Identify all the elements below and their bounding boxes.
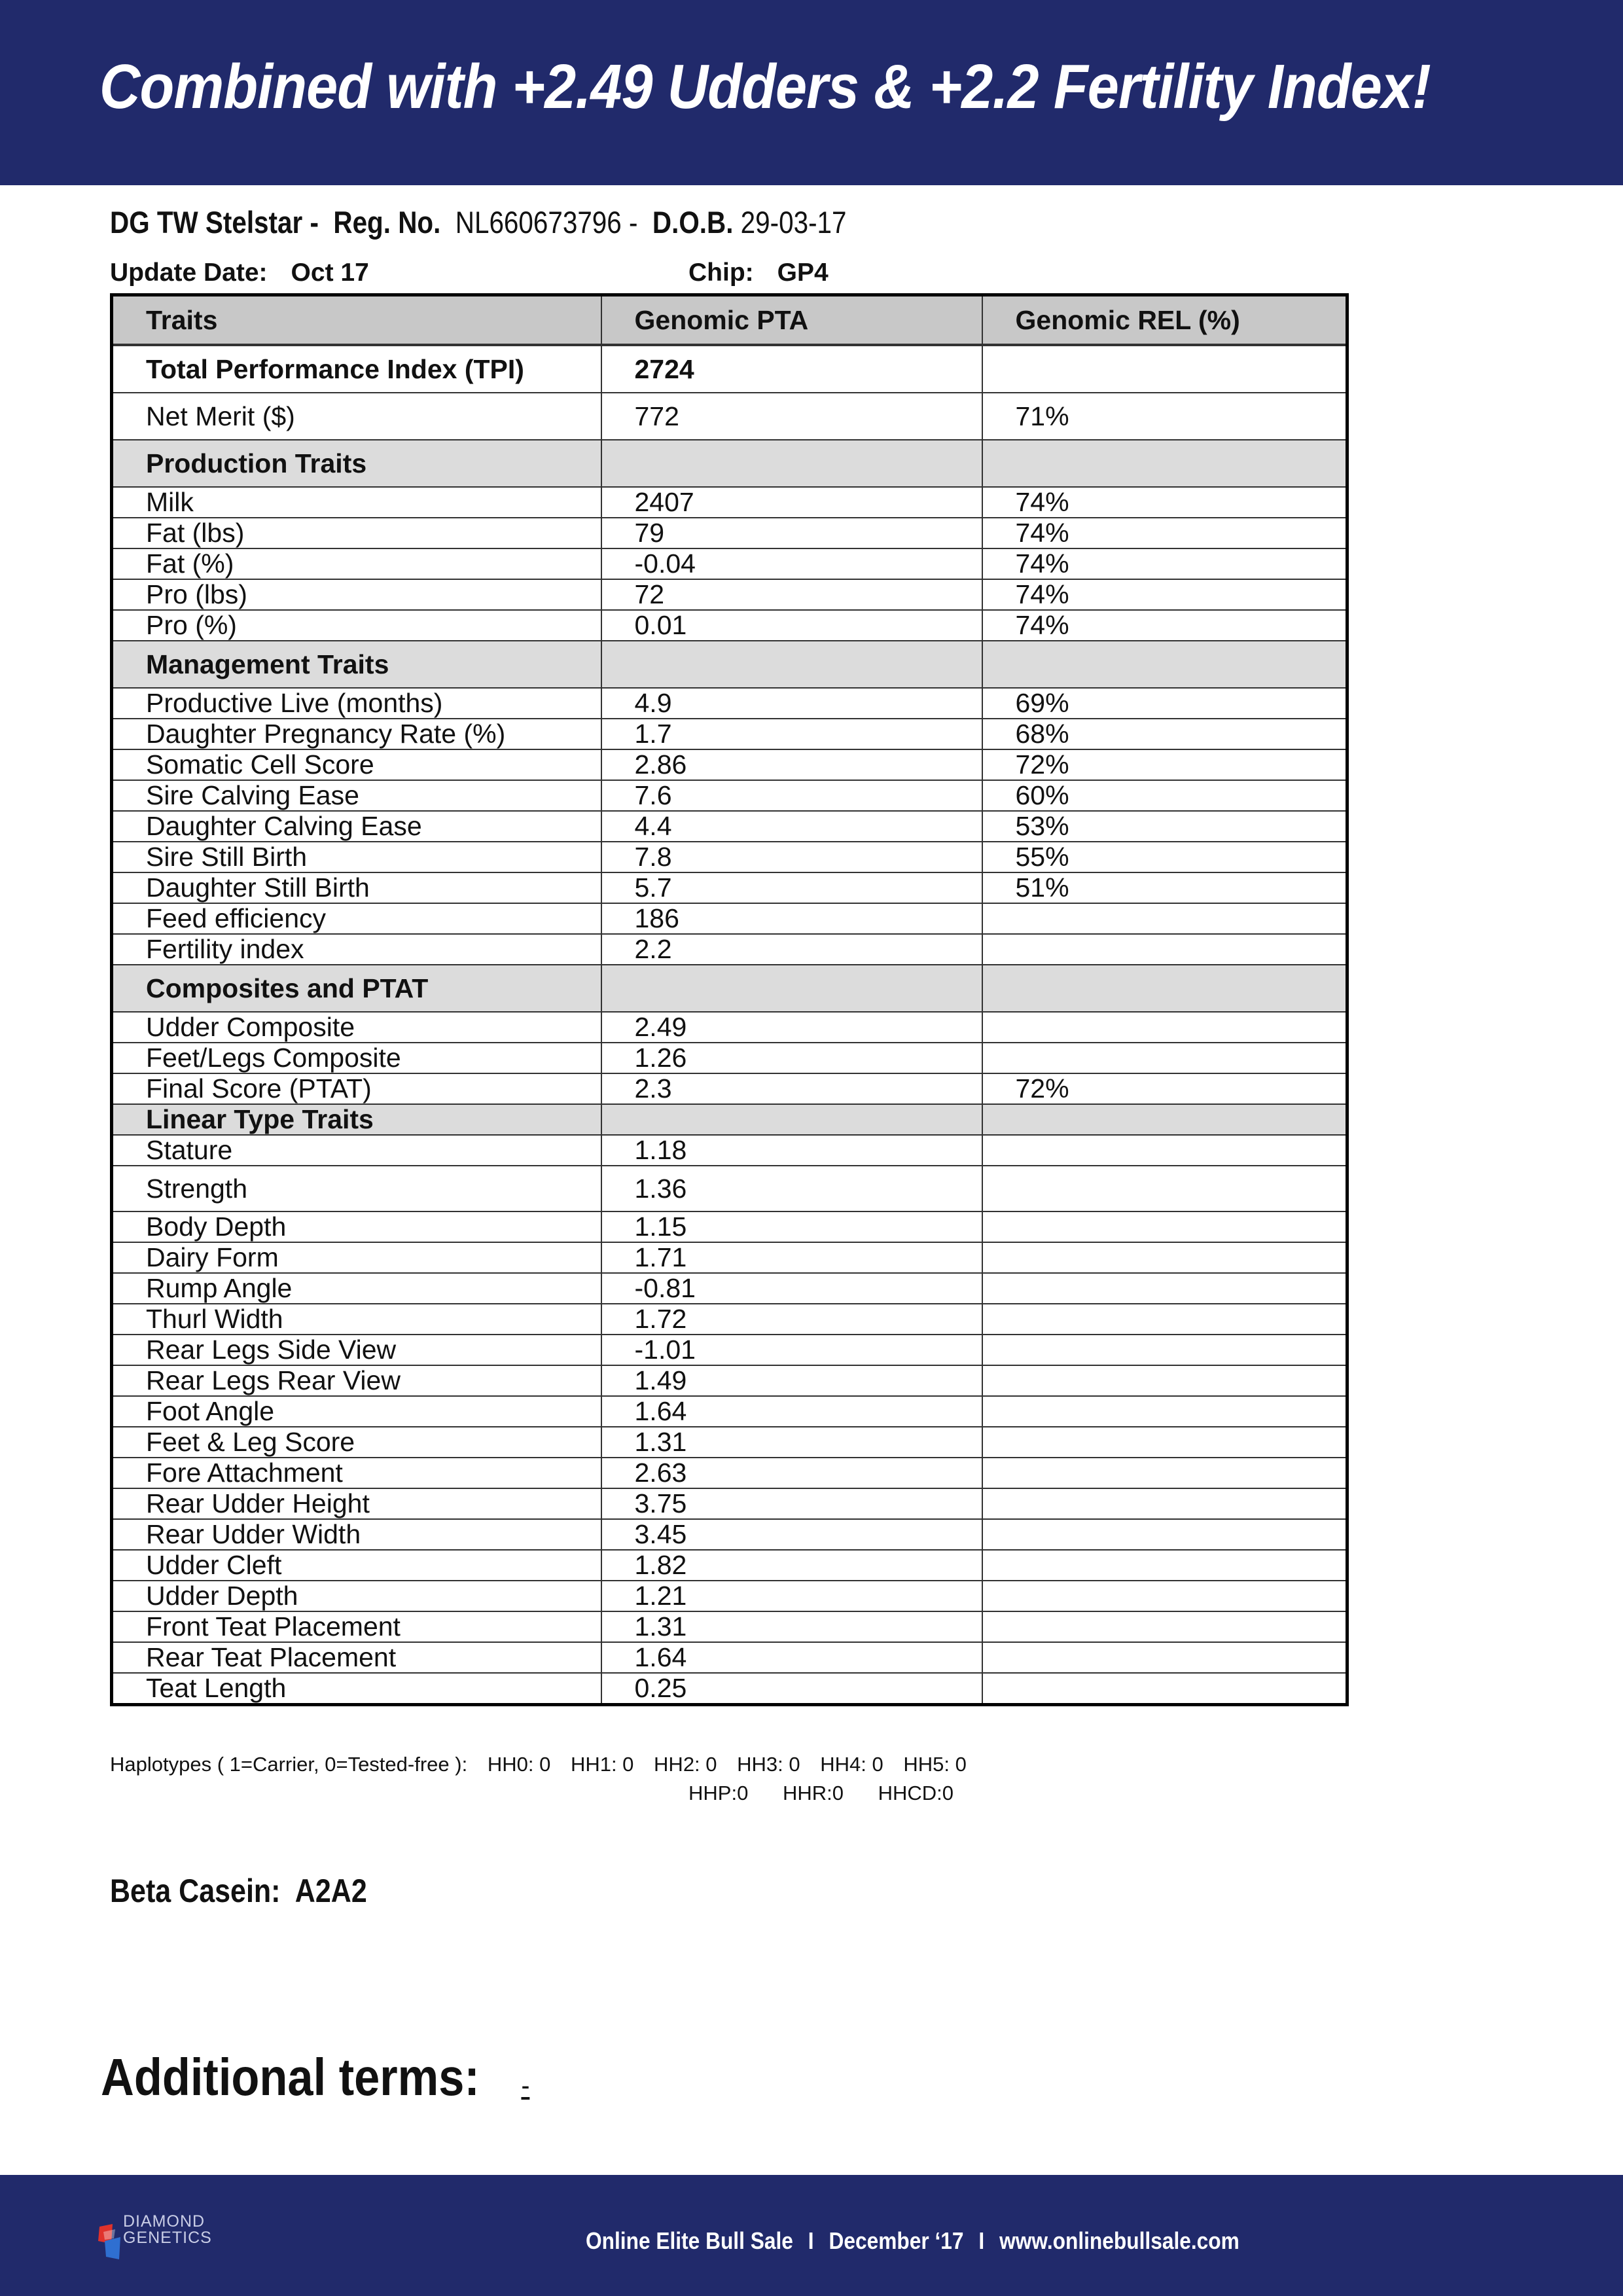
genomic-pta-value: 2.86 <box>601 749 982 780</box>
table-row <box>112 872 1347 903</box>
header-banner <box>0 0 1623 185</box>
table-row <box>112 903 1347 934</box>
haplotype-hh5: HH5: 0 <box>903 1753 967 1776</box>
genomic-rel-value <box>982 1135 1347 1166</box>
section-header-row <box>112 440 1347 487</box>
genomic-rel-value <box>982 1550 1347 1581</box>
trait-name: Front Teat Placement <box>112 1611 601 1642</box>
footer-banner <box>0 2175 1623 2296</box>
genomic-rel-value <box>982 934 1347 965</box>
chip-label: Chip: <box>688 259 754 287</box>
haplotype-hh1: HH1: 0 <box>570 1753 634 1776</box>
col-header-traits: Traits <box>112 295 601 346</box>
trait-name: Productive Live (months) <box>112 688 601 719</box>
genomic-rel-value: 55% <box>982 842 1347 872</box>
col-header-genomic-rel: Genomic REL (%) <box>982 295 1347 346</box>
genomic-pta-value: -0.81 <box>601 1273 982 1304</box>
trait-name: Fertility index <box>112 934 601 965</box>
genomic-rel-value: 72% <box>982 1073 1347 1104</box>
genomic-rel-value <box>982 965 1347 1012</box>
trait-name: Feed efficiency <box>112 903 601 934</box>
trait-name: Milk <box>112 487 601 518</box>
genomic-pta-value: 1.71 <box>601 1242 982 1273</box>
trait-name: Production Traits <box>112 440 601 487</box>
table-body <box>112 345 1347 1705</box>
section-header-row <box>112 1104 1347 1135</box>
genomic-pta-value: 1.82 <box>601 1550 982 1581</box>
genomic-pta-value: 4.4 <box>601 811 982 842</box>
footer-separator: I <box>808 2227 814 2254</box>
genomic-rel-value: 60% <box>982 780 1347 811</box>
table-row <box>112 1365 1347 1396</box>
genomic-pta-value <box>601 440 982 487</box>
genomic-rel-value <box>982 1012 1347 1043</box>
trait-name: Feet/Legs Composite <box>112 1043 601 1073</box>
haplotype-hh3: HH3: 0 <box>737 1753 800 1776</box>
genomic-pta-value: 2.2 <box>601 934 982 965</box>
logo-text <box>123 2214 212 2246</box>
table-row <box>112 1242 1347 1273</box>
trait-name: Management Traits <box>112 641 601 688</box>
table-row <box>112 1304 1347 1335</box>
trait-name: Fat (%) <box>112 548 601 579</box>
trait-name: Fore Attachment <box>112 1458 601 1488</box>
logo-text-line1: DIAMOND <box>123 2212 205 2231</box>
table-row <box>112 487 1347 518</box>
table-row <box>112 780 1347 811</box>
haplotype-hh2: HH2: 0 <box>654 1753 717 1776</box>
trait-name: Rear Teat Placement <box>112 1642 601 1673</box>
trait-name: Final Score (PTAT) <box>112 1073 601 1104</box>
genomic-pta-value: 7.6 <box>601 780 982 811</box>
table-row <box>112 1550 1347 1581</box>
genomic-pta-value: 1.31 <box>601 1611 982 1642</box>
trait-name: Teat Length <box>112 1673 601 1705</box>
bull-id-line <box>110 204 846 240</box>
trait-name: Dairy Form <box>112 1242 601 1273</box>
bull-name: DG TW Stelstar - <box>110 205 319 240</box>
genomic-rel-value <box>982 1335 1347 1365</box>
reg-label: Reg. No. <box>333 205 441 240</box>
table-row <box>112 1611 1347 1642</box>
genomic-pta-value: 186 <box>601 903 982 934</box>
haplotype-hh4: HH4: 0 <box>820 1753 883 1776</box>
genomic-rel-value: 74% <box>982 487 1347 518</box>
genomic-rel-value <box>982 1104 1347 1135</box>
genomic-traits-table <box>110 293 1349 1706</box>
trait-name: Rear Udder Width <box>112 1519 601 1550</box>
genomic-pta-value <box>601 641 982 688</box>
genomic-pta-value: 1.64 <box>601 1642 982 1673</box>
trait-name: Stature <box>112 1135 601 1166</box>
trait-name: Daughter Calving Ease <box>112 811 601 842</box>
genomic-pta-value: 1.21 <box>601 1581 982 1611</box>
genomic-rel-value <box>982 345 1347 393</box>
table-row <box>112 1427 1347 1458</box>
genomic-pta-value: 1.18 <box>601 1135 982 1166</box>
genomic-rel-value: 51% <box>982 872 1347 903</box>
genomic-rel-value <box>982 1211 1347 1242</box>
genomic-rel-value: 53% <box>982 811 1347 842</box>
table-row <box>112 1335 1347 1365</box>
table-row <box>112 1043 1347 1073</box>
genomic-rel-value <box>982 1242 1347 1273</box>
table-row <box>112 345 1347 393</box>
genomic-rel-value: 72% <box>982 749 1347 780</box>
table-row <box>112 1273 1347 1304</box>
table-row <box>112 1012 1347 1043</box>
table-row <box>112 1519 1347 1550</box>
table-row <box>112 1581 1347 1611</box>
genomic-rel-value <box>982 1458 1347 1488</box>
genomic-rel-value: 74% <box>982 548 1347 579</box>
genomic-pta-value: 2.3 <box>601 1073 982 1104</box>
trait-name: Linear Type Traits <box>112 1104 601 1135</box>
genomic-rel-value: 69% <box>982 688 1347 719</box>
genomic-pta-value: -0.04 <box>601 548 982 579</box>
additional-terms-label: Additional terms: <box>101 2048 480 2106</box>
genomic-rel-value <box>982 1427 1347 1458</box>
trait-name: Rear Udder Height <box>112 1488 601 1519</box>
genomic-pta-value <box>601 1104 982 1135</box>
trait-name: Net Merit ($) <box>112 393 601 440</box>
table-row <box>112 393 1347 440</box>
haplotypes <box>110 1753 981 1776</box>
reg-number: NL660673796 - <box>455 205 638 240</box>
genomic-rel-value <box>982 1365 1347 1396</box>
trait-name: Pro (%) <box>112 610 601 641</box>
genomic-rel-value: 68% <box>982 719 1347 749</box>
section-header-row <box>112 965 1347 1012</box>
sale-website-link[interactable]: www.onlinebullsale.com <box>999 2227 1240 2254</box>
genomic-pta-value: 1.26 <box>601 1043 982 1073</box>
table-row <box>112 749 1347 780</box>
trait-name: Thurl Width <box>112 1304 601 1335</box>
genomic-pta-value: 1.49 <box>601 1365 982 1396</box>
chip <box>688 259 829 287</box>
genomic-pta-value: 5.7 <box>601 872 982 903</box>
col-header-genomic-pta: Genomic PTA <box>601 295 982 346</box>
genomic-pta-value: 0.01 <box>601 610 982 641</box>
genomic-rel-value <box>982 440 1347 487</box>
trait-name: Rump Angle <box>112 1273 601 1304</box>
genomic-rel-value <box>982 1642 1347 1673</box>
update-value: Oct 17 <box>291 259 369 287</box>
sale-name: Online Elite Bull Sale <box>586 2227 793 2254</box>
trait-name: Udder Composite <box>112 1012 601 1043</box>
genomic-pta-value: 1.72 <box>601 1304 982 1335</box>
genomic-pta-value: 1.64 <box>601 1396 982 1427</box>
trait-name: Total Performance Index (TPI) <box>112 345 601 393</box>
genomic-rel-value <box>982 1673 1347 1705</box>
update-date <box>110 259 369 287</box>
table-row <box>112 1396 1347 1427</box>
trait-name: Feet & Leg Score <box>112 1427 601 1458</box>
logo-text-line2: GENETICS <box>123 2229 212 2247</box>
genomic-rel-value <box>982 641 1347 688</box>
footer-text <box>586 2227 1240 2255</box>
trait-name: Daughter Still Birth <box>112 872 601 903</box>
genomic-rel-value <box>982 1611 1347 1642</box>
table-row <box>112 1166 1347 1211</box>
genomic-pta-value: 2.49 <box>601 1012 982 1043</box>
haplotype-hhr: HHR:0 <box>782 1782 844 1804</box>
haplotype-hhp: HHP:0 <box>688 1782 749 1804</box>
trait-name: Rear Legs Side View <box>112 1335 601 1365</box>
footer-separator: I <box>978 2227 985 2254</box>
table-row <box>112 610 1347 641</box>
additional-terms <box>101 2047 529 2108</box>
dob-label: D.O.B. <box>652 205 734 240</box>
haplotypes-label: Haplotypes ( 1=Carrier, 0=Tested-free ): <box>110 1753 468 1776</box>
diamond-logo-icon <box>98 2224 122 2261</box>
genomic-rel-value: 74% <box>982 518 1347 548</box>
trait-name: Fat (lbs) <box>112 518 601 548</box>
genomic-pta-value: 1.31 <box>601 1427 982 1458</box>
haplotypes-line2 <box>688 1782 968 1805</box>
genomic-rel-value <box>982 1043 1347 1073</box>
genomic-pta-value: 0.25 <box>601 1673 982 1705</box>
table-row <box>112 842 1347 872</box>
genomic-rel-value: 74% <box>982 610 1347 641</box>
genomic-rel-value <box>982 1581 1347 1611</box>
genomic-rel-value <box>982 1304 1347 1335</box>
headline: Combined with +2.49 Udders & +2.2 Fertility Index! <box>99 52 1431 122</box>
genomic-rel-value <box>982 903 1347 934</box>
update-label: Update Date: <box>110 259 268 287</box>
beta-casein-label: Beta Casein: <box>110 1873 281 1909</box>
dob-value: 29-03-17 <box>740 205 847 240</box>
trait-name: Udder Depth <box>112 1581 601 1611</box>
genomic-rel-value: 74% <box>982 579 1347 610</box>
trait-name: Foot Angle <box>112 1396 601 1427</box>
table-row <box>112 1673 1347 1705</box>
genomic-pta-value: 1.15 <box>601 1211 982 1242</box>
trait-name: Pro (lbs) <box>112 579 601 610</box>
haplotype-hhcd: HHCD:0 <box>878 1782 954 1804</box>
trait-name: Strength <box>112 1166 601 1211</box>
table-row <box>112 1135 1347 1166</box>
genomic-rel-value <box>982 1273 1347 1304</box>
trait-name: Rear Legs Rear View <box>112 1365 601 1396</box>
table-row <box>112 1642 1347 1673</box>
table-row <box>112 518 1347 548</box>
genomic-rel-value <box>982 1519 1347 1550</box>
genomic-pta-value <box>601 965 982 1012</box>
beta-casein-value: A2A2 <box>294 1873 367 1909</box>
trait-name: Sire Calving Ease <box>112 780 601 811</box>
table-row <box>112 934 1347 965</box>
genomic-pta-value: 79 <box>601 518 982 548</box>
section-header-row <box>112 641 1347 688</box>
table-row <box>112 1488 1347 1519</box>
genomic-pta-value: 1.36 <box>601 1166 982 1211</box>
table-row <box>112 719 1347 749</box>
haplotype-hh0: HH0: 0 <box>487 1753 551 1776</box>
table-row <box>112 688 1347 719</box>
genomic-pta-value: 2407 <box>601 487 982 518</box>
additional-terms-value: - <box>521 2070 530 2102</box>
genomic-pta-value: 4.9 <box>601 688 982 719</box>
table-row <box>112 548 1347 579</box>
genomic-rel-value <box>982 1166 1347 1211</box>
genomic-rel-value: 71% <box>982 393 1347 440</box>
trait-name: Body Depth <box>112 1211 601 1242</box>
genomic-pta-value: 72 <box>601 579 982 610</box>
genomic-pta-value: 2.63 <box>601 1458 982 1488</box>
table-row <box>112 579 1347 610</box>
genomic-pta-value: 3.45 <box>601 1519 982 1550</box>
genomic-pta-value: 2724 <box>601 345 982 393</box>
genomic-rel-value <box>982 1396 1347 1427</box>
genomic-pta-value: 772 <box>601 393 982 440</box>
table-row <box>112 811 1347 842</box>
trait-name: Sire Still Birth <box>112 842 601 872</box>
genomic-rel-value <box>982 1488 1347 1519</box>
table-row <box>112 1073 1347 1104</box>
trait-name: Daughter Pregnancy Rate (%) <box>112 719 601 749</box>
table-row <box>112 1211 1347 1242</box>
genomic-pta-value: 7.8 <box>601 842 982 872</box>
table-header-row <box>112 295 1347 346</box>
genomic-pta-value: 1.7 <box>601 719 982 749</box>
diamond-genetics-logo <box>98 2204 216 2270</box>
genomic-pta-value: 3.75 <box>601 1488 982 1519</box>
table-row <box>112 1458 1347 1488</box>
chip-value: GP4 <box>777 259 829 287</box>
trait-name: Somatic Cell Score <box>112 749 601 780</box>
beta-casein <box>110 1872 367 1910</box>
genomic-pta-value: -1.01 <box>601 1335 982 1365</box>
trait-name: Udder Cleft <box>112 1550 601 1581</box>
trait-name: Composites and PTAT <box>112 965 601 1012</box>
sale-date: December ‘17 <box>829 2227 964 2254</box>
